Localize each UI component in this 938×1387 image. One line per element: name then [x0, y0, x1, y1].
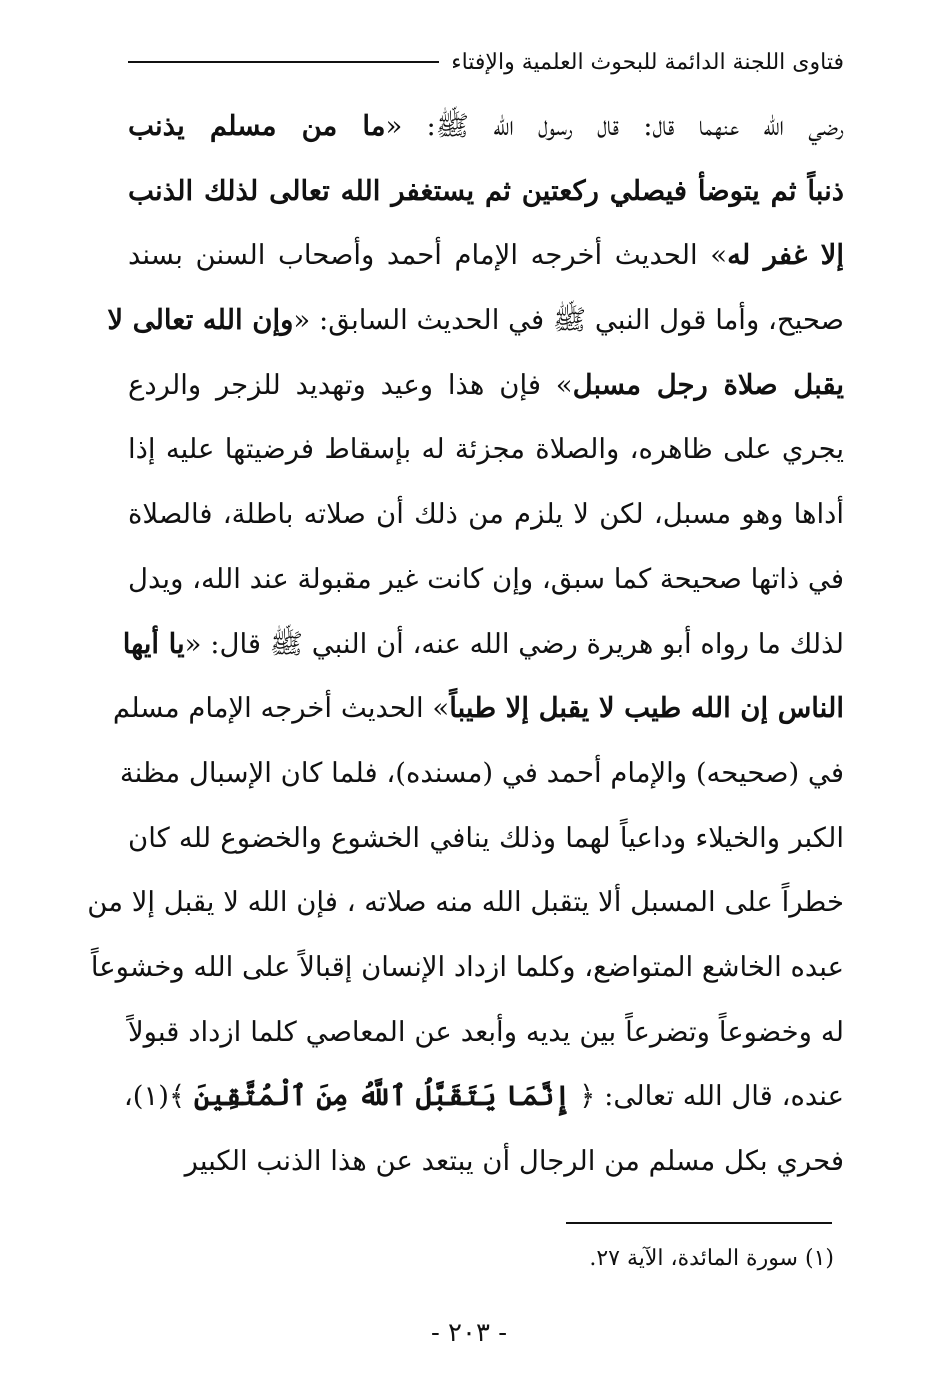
text-line [128, 159, 844, 224]
text-line [128, 1000, 844, 1065]
text-line [128, 94, 844, 159]
text-line [128, 547, 844, 612]
text-segment: رضي الله عنهما قال: قال رسول الله ﷺ: « [385, 110, 844, 142]
text-line [128, 353, 844, 418]
text-line [107, 288, 844, 353]
fatwa-body-text [87, 94, 844, 1194]
text-line [128, 417, 844, 482]
text-segment: عنده، قال الله تعالى: ﴿ [570, 1080, 844, 1113]
text-segment: ﴾(١)، [123, 1080, 194, 1113]
emphasized-text: ما من مسلم يذنب [128, 110, 386, 142]
text-line [90, 935, 844, 1000]
emphasized-text: إِنَّمَا يَتَقَبَّلُ ٱللَّهُ مِنَ ٱلْمُتَّقِينَ [193, 1080, 571, 1113]
emphasized-text: يا أيها [122, 627, 185, 660]
text-segment: أداها وهو مسبل، لكن لا يلزم من ذلك أن صلاته باطلة، فالصلاة [128, 498, 844, 531]
text-line [87, 870, 844, 935]
emphasized-text: يقبل صلاة رجل مسبل [572, 368, 844, 401]
text-line [128, 223, 844, 288]
text-line [112, 676, 844, 741]
text-segment: لذلك ما رواه أبو هريرة رضي الله عنه، أن النبي ﷺ قال: « [184, 627, 844, 660]
text-segment: له وخضوعاً وتضرعاً بين يديه وأبعد عن المعاصي كلما ازداد قبولاً [128, 1015, 844, 1048]
text-segment: يجري على ظاهره، والصلاة مجزئة له بإسقاط فرضيتها عليه إذا [128, 433, 844, 466]
text-line [119, 741, 844, 806]
text-line [122, 612, 844, 677]
text-segment: عبده الخاشع المتواضع، وكلما ازداد الإنسان إقبالاً على الله وخشوعاً [90, 950, 844, 983]
emphasized-text: ذنباً ثم يتوضأ فيصلي ركعتين ثم يستغفر الله تعالى لذلك الذنب [128, 174, 844, 207]
text-segment: صحيح، وأما قول النبي ﷺ في الحديث السابق: « [293, 304, 844, 337]
emphasized-text: وإن الله تعالى لا [107, 304, 294, 337]
footnote: (١) سورة المائدة، الآية ٢٧. [589, 1246, 834, 1271]
text-segment: » فإن هذا وعيد وتهديد للزجر والردع [128, 368, 573, 401]
text-segment: » الحديث أخرجه الإمام مسلم [112, 692, 450, 725]
text-segment: فحري بكل مسلم من الرجال أن يبتعد عن هذا الذنب الكبير [184, 1145, 844, 1177]
emphasized-text: إلا غفر له [727, 239, 844, 272]
emphasized-text: الناس إن الله طيب لا يقبل إلا طيباً [449, 692, 844, 725]
text-line [128, 806, 844, 871]
text-line [128, 482, 844, 547]
text-segment: » الحديث أخرجه الإمام أحمد وأصحاب السنن بسند [128, 239, 728, 272]
text-line [123, 1064, 844, 1129]
page-number: - ٢٠٣ - [430, 1318, 508, 1348]
header-rule [128, 61, 439, 63]
text-segment: في ذاتها صحيحة كما سبق، وإن كانت غير مقبولة عند الله، ويدل [128, 562, 844, 595]
text-segment: خطراً على المسبل ألا يتقبل الله منه صلاته ، فإن الله لا يقبل إلا من [87, 886, 844, 919]
header-title: فتاوى اللجنة الدائمة للبحوث العلمية والإفتاء [451, 49, 844, 75]
text-segment: الكبر والخيلاء وداعياً لهما وذلك ينافي الخشوع والخضوع لله كان [128, 821, 844, 854]
text-line [128, 1129, 844, 1194]
text-segment: في (صحيحه) والإمام أحمد في (مسنده)، فلما كان الإسبال مظنة [119, 756, 844, 789]
footnote-separator [566, 1222, 832, 1224]
running-header [128, 40, 844, 84]
